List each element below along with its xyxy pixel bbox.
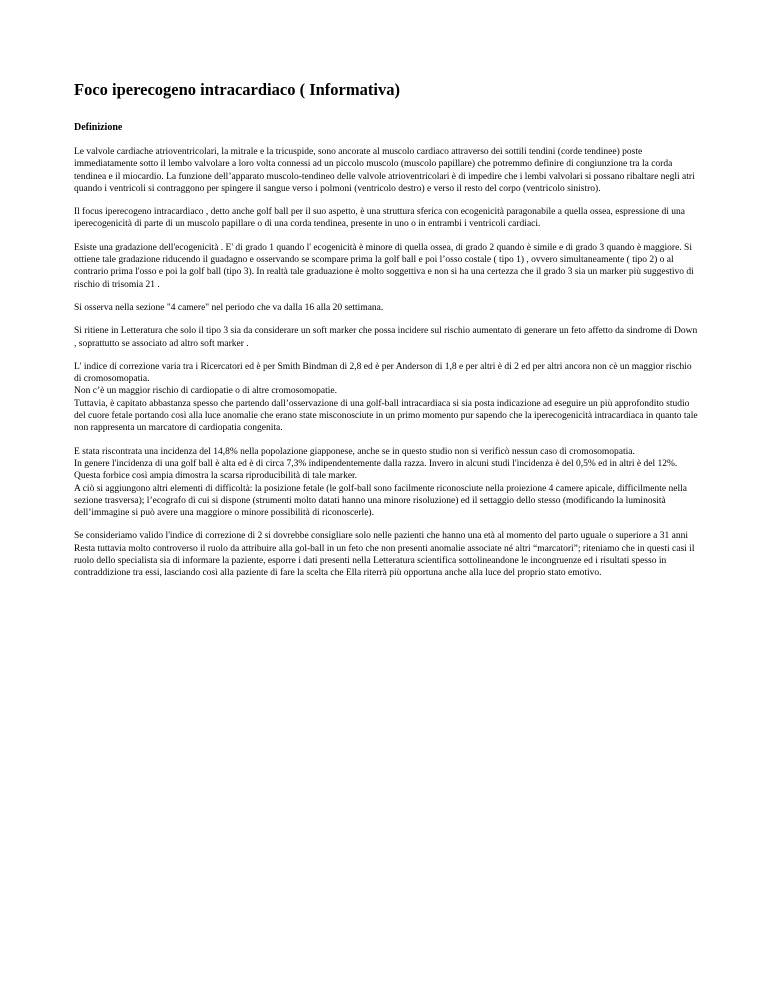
paragraph-text: Resta tuttavia molto controverso il ruolo da attribuire alla gol-ball in un feto che non presenti anomalie associate né altri “marcatori”; riteniamo che in questi casi il ruolo dello specialista sia di informare la paziente, esporre i dati presenti nella Letteratura scientifica sottolineandone le incongruenze ed i risultati spesso in contraddizione tra essi, lasciando così alla paziente di fare la scelta che Ella riterrà più opportuna anche alla luce del proprio stato emotivo. xyxy=(74,543,695,579)
paragraph-text: Se consideriamo valido l'indice di correzione di 2 si dovrebbe consigliare solo nelle pazienti che hanno una età al momento del parto uguale o superiore a 31 anni xyxy=(74,531,688,542)
paragraph-incidenza xyxy=(74,446,698,520)
document-page xyxy=(74,80,698,591)
paragraph-text: L' indice di correzione varia tra i Ricercatori ed è per Smith Bindman di 2,8 ed è per Anderson di 1,8 e per altri è di 2 ed per altri ancora non cè un maggior rischio di cromosomopatia. xyxy=(74,361,692,385)
paragraph-text: Esiste una gradazione dell'ecogenicità . E' di grado 1 quando l' ecogenicità è minore di quella ossea, di grado 2 quando è simile e di grado 3 quando è maggiore. Si ottiene tale gradazione riducendo il guadagno e osservando se scompare prima la golf ball e poi l’osso costale ( tipo 1) , ovvero simultaneamente ( tipo 2) o al contrario prima l'osso e poi la golf ball (tipo 3). In realtà tale graduazione è molto soggettiva e non si ha una certezza che il grado 3 sia un marker più suggestivo di rischio di trisomia 21 . xyxy=(74,242,694,290)
paragraph-gradazione xyxy=(74,242,698,291)
paragraph-indice-correzione xyxy=(74,361,698,435)
paragraph-text: Si ritiene in Letteratura che solo il tipo 3 sia da considerare un soft marker che possa incidere sul rischio aumentato di generare un feto affetto da sindrome di Down , soprattutto se associato ad altro soft marker . xyxy=(74,326,698,349)
paragraph-focus xyxy=(74,206,698,231)
paragraph-text: Tuttavia, è capitato abbastanza spesso che partendo dall’osservazione di una golf-ball intracardiaca si sia posta indicazione ad eseguire un più approfondito studio del cuore fetale portando così alla luce anomalie che erano state misconosciute in un primo momento pur sapendo che la iperecogenicità intracardiaca in quanto tale non rappresenta un marcatore di cardiopatia congenita. xyxy=(74,398,698,434)
paragraph-text: E stata riscontrata una incidenza del 14,8% nella popolazione giapponese, anche se in questo studio non si verificò nessun caso di cromosomopatia. xyxy=(74,446,635,457)
paragraph-text: In genere l'incidenza di una golf ball è alta ed è di circa 7,3% indipendentemente dalla razza. Invero in alcuni studi l'incidenza è del 0,5% ed in altri è del 12%. Questa forbice così ampia dimostra la scarsa riproducibilità di tale marker. xyxy=(74,458,678,482)
paragraph-letteratura xyxy=(74,325,698,350)
paragraph-text: Non c’è un maggior rischio di cardiopatie o di altre cromosomopatie. xyxy=(74,386,338,397)
paragraph-sezione xyxy=(74,302,698,314)
document-title: Foco iperecogeno intracardiaco ( Informativa) xyxy=(74,80,400,99)
paragraph-conclusione xyxy=(74,530,698,579)
paragraph-text: Il focus iperecogeno intracardiaco , detto anche golf ball per il suo aspetto, è una struttura sferica con ecogenicità paragonabile a quella ossea, espressione di una iperecogenicità di parte di un muscolo papillare o di una corda tendinea, presente in uno o in entrambi i ventricoli cardiaci. xyxy=(74,207,685,230)
paragraph-text: Si osserva nella sezione "4 camere" nel periodo che va dalla 16 alla 20 settimana. xyxy=(74,302,384,313)
paragraph-text: A ciò si aggiungono altri elementi di difficoltà: la posizione fetale (le golf-ball sono facilmente riconosciute nella proiezione 4 camere apicale, difficilmente nella sezione trasversa); l’ecografo di cui si dispone (strumenti molto datati hanno una minore risoluzione) ed il settaggio dello stesso (modificando la luminosità dell’immagine si può avere una maggiore o minore possibilità di riconoscerle). xyxy=(74,483,687,519)
paragraph-valvole xyxy=(74,146,698,195)
paragraph-text: Le valvole cardiache atrioventricolari, la mitrale e la tricuspide, sono ancorate al muscolo cardiaco attraverso dei sottili tendini (corde tendinee) poste immediatamente sotto il lembo valvolare a loro volta connessi ad un piccolo muscolo (muscolo papillare) che potremmo definire di congiunzione tra la corda tendinea e il miocardio. La funzione dell’apparato muscolo-tendineo delle valvole atrioventricolari è di impedire che i lembi valvolari si possano ribaltare negli atri quando i ventricoli si contraggono per spingere il sangue verso i polmoni (ventricolo destro) e verso il resto del corpo (ventricolo sinistro). xyxy=(74,147,695,194)
section-heading-definizione: Definizione xyxy=(74,122,123,133)
